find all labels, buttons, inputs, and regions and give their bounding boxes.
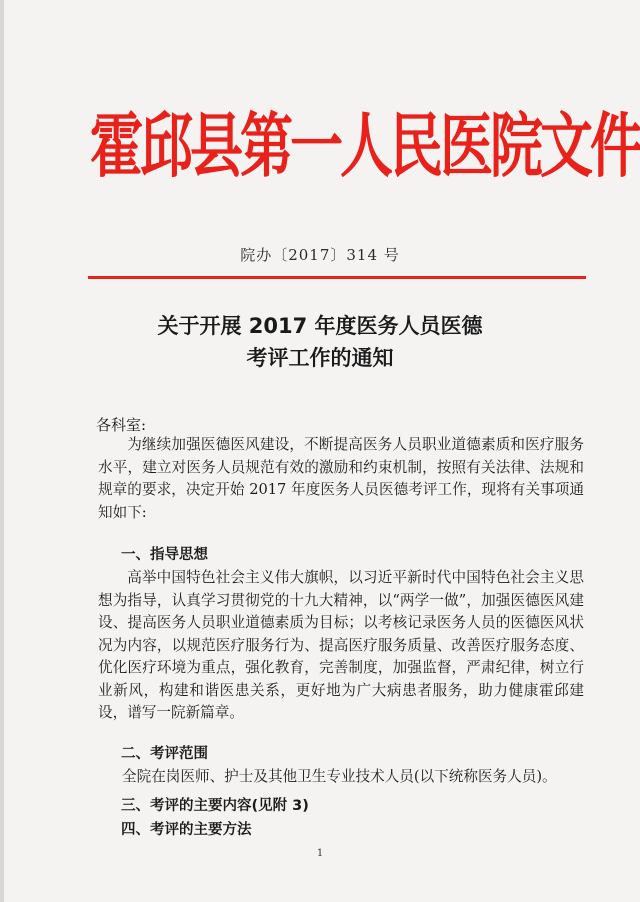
section-body-guiding-ideology: 高举中国特色社会主义伟大旗帜，以习近平新时代中国特色社会主义思想为指导，认真学习贯彻党的十九大精神，以“两学一做”，加强医德医风建设、提高医务人员职业道德素质为目标；以考核记录医务人员的医德医风状况为内容，以规范医疗服务行为、提高医疗服务质量、改善医疗服务态度、优化医疗环境为重点，强化教育，完善制度，加强监督，严肃纪律，树立行业新风，构建和谐医患关系，更好地为广大病患者服务，助力健康霍邱建设，谱写一院新篇章。 [98, 569, 584, 721]
page-number: 1 [316, 848, 324, 859]
section-heading-evaluation-methods: 四、考评的主要方法 [121, 822, 252, 838]
section-heading-evaluation-scope: 二、考评范围 [121, 746, 208, 762]
document-number: 院办〔2017〕314 号 [240, 246, 400, 264]
scan-edge [0, 0, 4, 902]
notice-title-line-1: 关于开展 2017 年度医务人员医德 [157, 314, 483, 338]
document-masthead: 霍邱县第一人民医院文件 [90, 105, 640, 187]
notice-title-line-2: 考评工作的通知 [246, 346, 394, 370]
section-heading-evaluation-content: 三、考评的主要内容(见附 3) [121, 798, 309, 814]
salutation: 各科室: [96, 416, 147, 434]
intro-paragraph: 为继续加强医德医风建设，不断提高医务人员职业道德素质和医疗服务水平，建立对医务人员规范有效的激励和约束机制，按照有关法律、法规和规章的要求，决定开始 2017 年度医务人员医德考评工作，现将有关事项通知如下: [98, 436, 584, 521]
section-heading-guiding-ideology: 一、指导思想 [121, 547, 208, 563]
red-divider-line [88, 276, 586, 279]
section-body-evaluation-scope: 全院在岗医师、护士及其他卫生专业技术人员(以下统称医务人员)。 [122, 768, 557, 785]
